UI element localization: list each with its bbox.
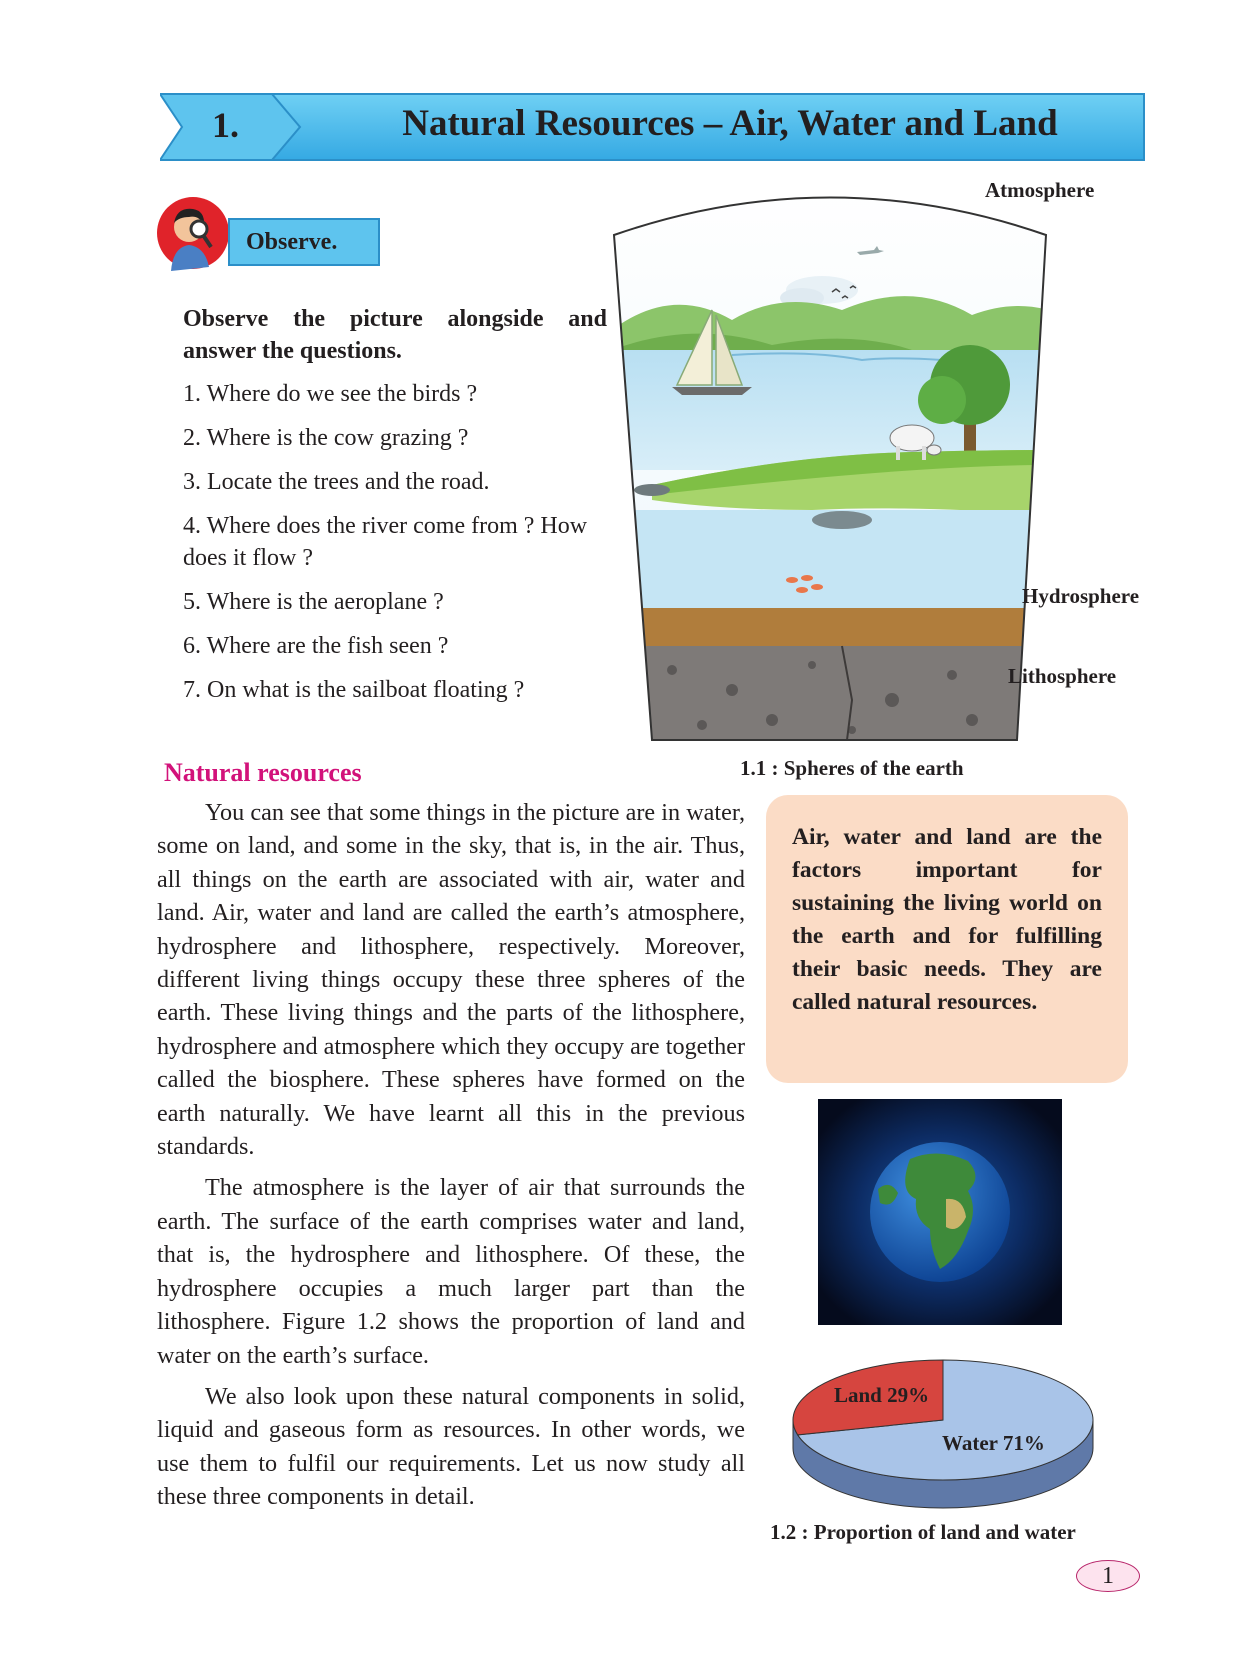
chapter-banner [160, 92, 1148, 164]
lithosphere-label: Lithosphere [1008, 664, 1117, 688]
paragraph: You can see that some things in the picture are in water, some on land, and some in the sky, that is, in the air. Thus, all things on the earth are associated with air, water and land. Air, water and land are called the earth’s atmosphere, hydrosphere and lithosphere, respectively. Moreover, different living things occupy these three spheres of the earth. These living things and the parts of the lithosphere, hydrosphere and atmosphere which they occupy are together called the biosphere. These spheres have formed on the earth naturally. We have learnt all this in the previous standards. [157, 799, 745, 1161]
highlight-box: Air, water and land are the factors important for sustaining the living world on the earth and for fulfilling their basic needs. They are called natural resources. [766, 795, 1128, 1083]
observe-instructions: Observe the picture alongside and answer the questions. [183, 306, 607, 364]
spheres-illustration [612, 180, 1048, 750]
hydrosphere-label: Hydrosphere [1022, 584, 1140, 608]
body-text [157, 796, 745, 1522]
question-item: 7. On what is the sailboat floating ? [183, 677, 525, 703]
question-item: 4. Where does the river come from ? How does it flow ? [183, 513, 588, 571]
chapter-title: Natural Resources – Air, Water and Land [402, 103, 1058, 144]
pie-chart [792, 1358, 1094, 1514]
question-item: 3. Locate the trees and the road. [183, 469, 490, 495]
paragraph: We also look upon these natural components in solid, liquid and gaseous form as resources. In other words, we use them to fulfil our requirements. Let us now study all these three components in detail. [157, 1382, 745, 1511]
pie-caption: 1.2 : Proportion of land and water [770, 1520, 1076, 1544]
earth-globe-image [818, 1099, 1062, 1325]
question-item: 6. Where are the fish seen ? [183, 633, 449, 659]
question-item: 1. Where do we see the birds ? [183, 381, 478, 407]
figure-caption: 1.1 : Spheres of the earth [740, 756, 964, 780]
question-item: 5. Where is the aeroplane ? [183, 589, 444, 615]
atmosphere-label: Atmosphere [985, 178, 1095, 202]
section-heading: Natural resources [164, 758, 362, 787]
page-number: 1 [1076, 1560, 1140, 1592]
paragraph: The atmosphere is the layer of air that surrounds the earth. The surface of the earth comprises water and land, that is, the hydrosphere and lithosphere. Of these, the hydrosphere occupies a much larger part than the lithosphere. Figure 1.2 shows the proportion of land and water on the earth’s surface. [157, 1174, 745, 1369]
pie-label-water: Water 71% [942, 1431, 1045, 1455]
pie-label-land: Land 29% [834, 1383, 930, 1407]
question-item: 2. Where is the cow grazing ? [183, 425, 469, 451]
chapter-number: 1. [212, 105, 239, 145]
observe-label: Observe. [228, 218, 380, 266]
observer-boy-icon [155, 195, 233, 273]
question-list [183, 378, 613, 718]
